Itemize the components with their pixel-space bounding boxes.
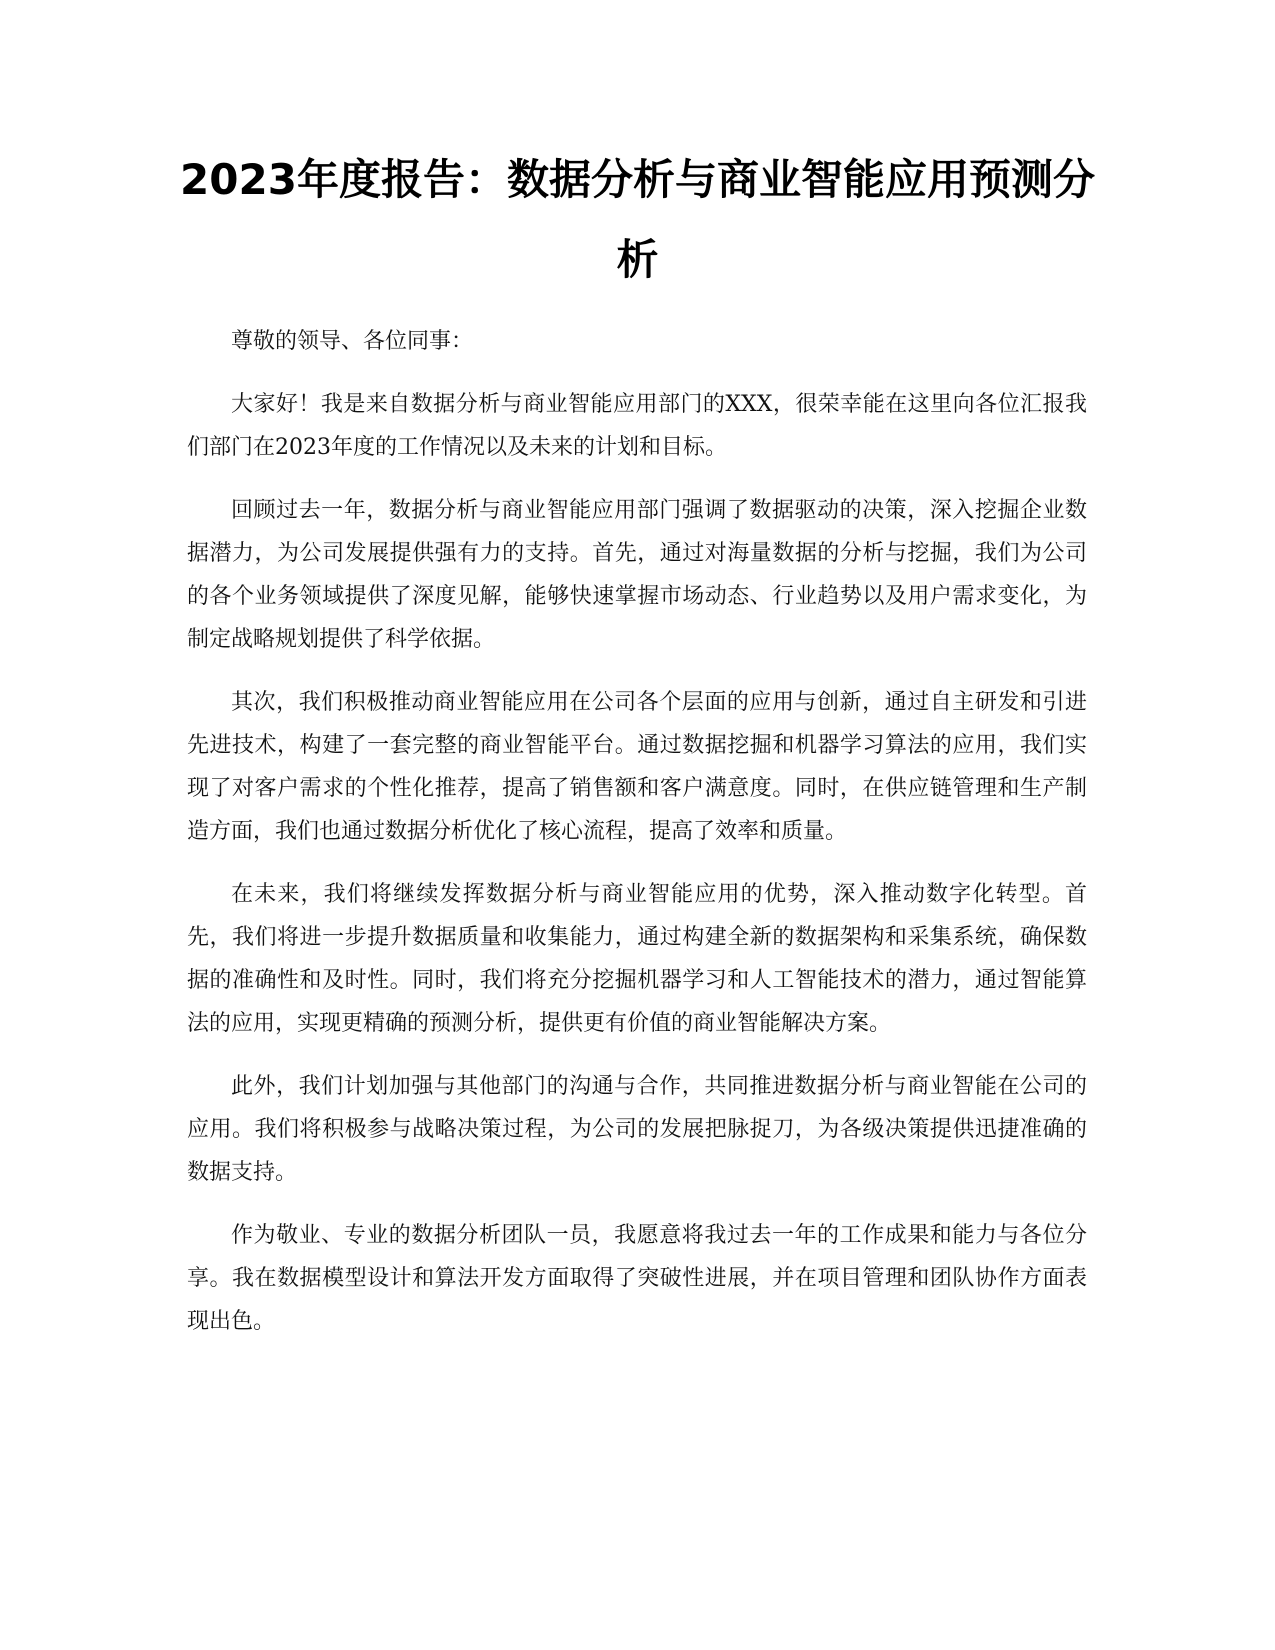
salutation-paragraph: 尊敬的领导、各位同事： — [231, 329, 474, 354]
review-paragraph: 回顾过去一年，数据分析与商业智能应用部门强调了数据驱动的决策，深入挖掘企业数据潜力，为公司发展提供强有力的支持。首先，通过对海量数据的分析与挖掘，我们为公司的各个业务领域提供了深度见解，能够快速掌握市场动态、行业趋势以及用户需求变化，为制定战略规划提供了科学依据。 — [187, 498, 1087, 652]
document-body — [187, 320, 1087, 1363]
personal-summary-paragraph: 作为敬业、专业的数据分析团队一员，我愿意将我过去一年的工作成果和能力与各位分享。我在数据模型设计和算法开发方面取得了突破性进展，并在项目管理和团队协作方面表现出色。 — [187, 1223, 1087, 1334]
document-title: 2023年度报告：数据分析与商业智能应用预测分析 — [180, 155, 1095, 284]
collaboration-paragraph: 此外，我们计划加强与其他部门的沟通与合作，共同推进数据分析与商业智能在公司的应用。我们将积极参与战略决策过程，为公司的发展把脉捉刀，为各级决策提供迅捷准确的数据支持。 — [187, 1074, 1087, 1185]
greeting-paragraph: 大家好！我是来自数据分析与商业智能应用部门的XXX，很荣幸能在这里向各位汇报我们部门在2023年度的工作情况以及未来的计划和目标。 — [187, 392, 1087, 460]
innovation-paragraph: 其次，我们积极推动商业智能应用在公司各个层面的应用与创新，通过自主研发和引进先进技术，构建了一套完整的商业智能平台。通过数据挖掘和机器学习算法的应用，我们实现了对客户需求的个性化推荐，提高了销售额和客户满意度。同时，在供应链管理和生产制造方面，我们也通过数据分析优化了核心流程，提高了效率和质量。 — [187, 690, 1087, 844]
future-plan-paragraph: 在未来，我们将继续发挥数据分析与商业智能应用的优势，深入推动数字化转型。首先，我们将进一步提升数据质量和收集能力，通过构建全新的数据架构和采集系统，确保数据的准确性和及时性。同时，我们将充分挖掘机器学习和人工智能技术的潜力，通过智能算法的应用，实现更精确的预测分析，提供更有价值的商业智能解决方案。 — [187, 882, 1087, 1036]
